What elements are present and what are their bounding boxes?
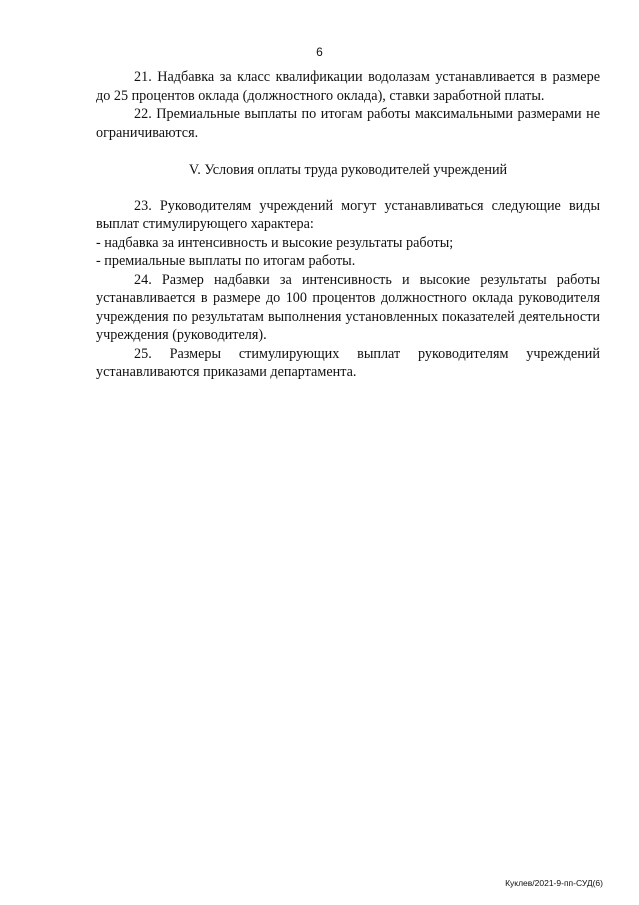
document-code: Куклев/2021-9-пп-СУД(6) [505, 878, 603, 888]
paragraph-25: 25. Размеры стимулирующих выплат руководителям учреждений устанавливаются приказами департамента. [96, 345, 600, 380]
paragraph-21: 21. Надбавка за класс квалификации водолазам устанавливается в размере до 25 процентов оклада (должностного оклада), ставки заработной платы. [96, 69, 600, 104]
paragraph-23: 23. Руководителям учреждений могут устанавливаться следующие виды выплат стимулирующего характера: [96, 197, 600, 232]
bullet-item: - премиальные выплаты по итогам работы. [96, 253, 356, 269]
bullet-item: - надбавка за интенсивность и высокие результаты работы; [96, 234, 454, 251]
page-number: 6 [316, 45, 323, 59]
section-heading: V. Условия оплаты труда руководителей учреждений [188, 162, 508, 178]
document-body [96, 68, 600, 382]
paragraph-24: 24. Размер надбавки за интенсивность и высокие результаты работы устанавливается в размере до 100 процентов должностного оклада руководителя учреждения по результатам выполнения установленных показателей деятельности учреждения (руководителя). [96, 271, 600, 343]
paragraph-22: 22. Премиальные выплаты по итогам работы максимальными размерами не ограничиваются. [96, 106, 600, 141]
